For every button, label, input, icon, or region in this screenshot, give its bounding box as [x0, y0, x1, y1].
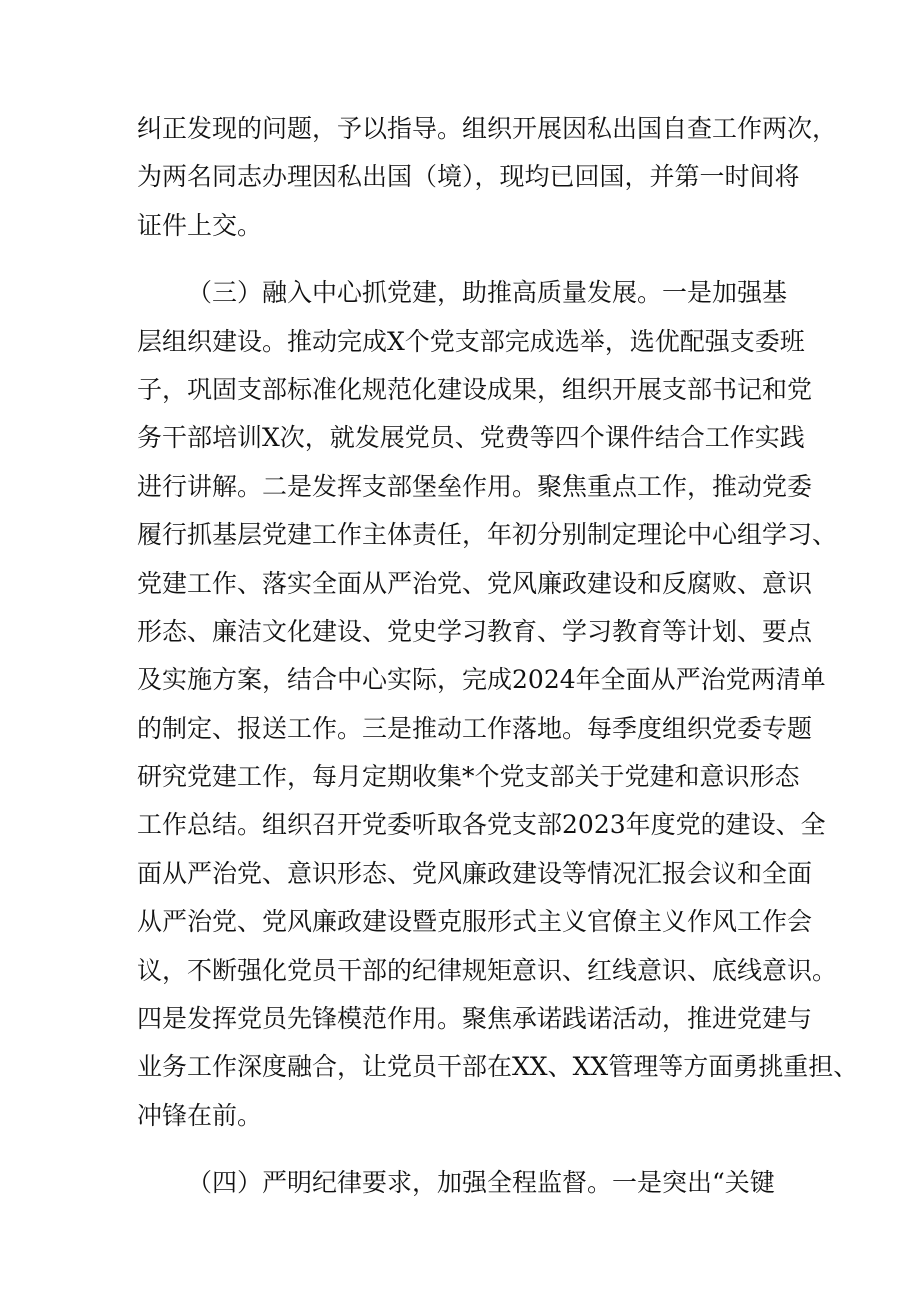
text-line: 工作总结。组织召开党委听取各党支部2023年度党的建设、全: [137, 810, 826, 840]
paragraph-2: [137, 269, 859, 1140]
text-line: 纠正发现的问题，予以指导。组织开展因私出国自查工作两次，: [137, 114, 838, 143]
text-line: 证件上交。: [137, 210, 263, 240]
text-line: 研究党建工作，每月定期收集*个党支部关于党建和意识形态: [137, 762, 800, 792]
paragraph-3: [137, 1159, 797, 1207]
section-heading-line: （三）融入中心抓党建，助推高质量发展。一是加强基: [187, 278, 788, 308]
paragraph-spacing: [137, 250, 797, 269]
text-line: 面从严治党、意识形态、党风廉政建设等情况汇报会议和全面: [137, 858, 813, 888]
text-line: 子，巩固支部标准化规范化建设成果，组织开展支部书记和党: [137, 374, 813, 404]
document-body: [137, 105, 859, 1208]
section-heading-line: （四）严明纪律要求，加强全程监督。一是突出“关键: [187, 1168, 775, 1198]
paragraph-spacing: [137, 1140, 797, 1159]
text-line: 形态、廉洁文化建设、党史学习教育、学习教育等计划、要点: [137, 616, 813, 646]
text-line: 务干部培训X次，就发展党员、党费等四个课件结合工作实践: [137, 423, 805, 453]
text-line: 四是发挥党员先锋模范作用。聚焦承诺践诺活动，推进党建与: [137, 1004, 813, 1034]
text-line: 的制定、报送工作。三是推动工作落地。每季度组织党委专题: [137, 713, 813, 743]
text-line: 履行抓基层党建工作主体责任，年初分别制定理论中心组学习、: [137, 520, 838, 550]
text-line: 冲锋在前。: [137, 1100, 263, 1130]
text-line: 及实施方案，结合中心实际，完成2024年全面从严治党两清单: [137, 665, 826, 695]
text-line: 为两名同志办理因私出国（境），现均已回国，并第一时间将: [137, 162, 800, 192]
text-line: 业务工作深度融合，让党员干部在XX、XX管理等方面勇挑重担、: [137, 1052, 859, 1082]
text-line: 党建工作、落实全面从严治党、党风廉政建设和反腐败、意识: [137, 568, 813, 598]
text-line: 进行讲解。二是发挥支部堡垒作用。聚焦重点工作，推动党委: [137, 471, 813, 501]
paragraph-1: [137, 105, 838, 250]
text-line: 层组织建设。推动完成X个党支部完成选举，选优配强支委班: [137, 326, 805, 356]
text-line: 议，不断强化党员干部的纪律规矩意识、红线意识、底线意识。: [137, 955, 838, 985]
text-line: 从严治党、党风廉政建设暨克服形式主义官僚主义作风工作会: [137, 907, 813, 937]
